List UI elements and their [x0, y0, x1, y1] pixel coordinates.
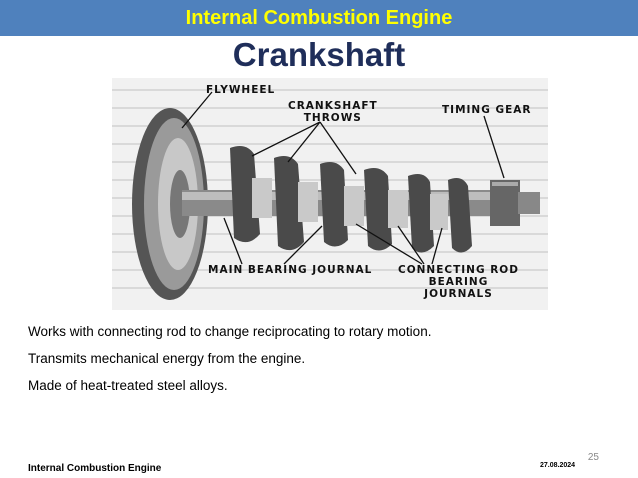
connecting-rod-line-1: CONNECTING ROD: [398, 264, 519, 276]
banner-text: Internal Combustion Engine: [185, 6, 453, 29]
crankshaft-throws-line-1: CRANKSHAFT: [288, 100, 378, 112]
slide-title: Crankshaft: [232, 36, 406, 73]
crankshaft-figure: [112, 78, 548, 310]
footer-date: 27.08.2024: [540, 462, 576, 469]
title-banner: [0, 0, 638, 36]
connecting-rod-line-3: JOURNALS: [424, 288, 493, 300]
main-bearing-journal-label: MAIN BEARING JOURNAL: [208, 264, 373, 276]
crankshaft-throws-label: [288, 100, 378, 124]
bullet-item: Made of heat-treated steel alloys.: [28, 378, 228, 393]
page-number: 25: [587, 452, 599, 463]
bullet-item: Transmits mechanical energy from the engine.: [28, 351, 306, 366]
connecting-rod-line-2: BEARING: [428, 276, 489, 288]
footer-title: Internal Combustion Engine: [28, 463, 162, 474]
bullet-list: [28, 318, 431, 399]
timing-gear-shape: [490, 180, 540, 226]
bullet-item: Works with connecting rod to change reciprocating to rotary motion.: [28, 324, 432, 339]
timing-gear-label: TIMING GEAR: [442, 104, 532, 116]
connecting-rod-label: [398, 264, 519, 300]
flywheel-label: FLYWHEEL: [206, 84, 276, 96]
crankshaft-throws-line-2: THROWS: [303, 112, 362, 124]
